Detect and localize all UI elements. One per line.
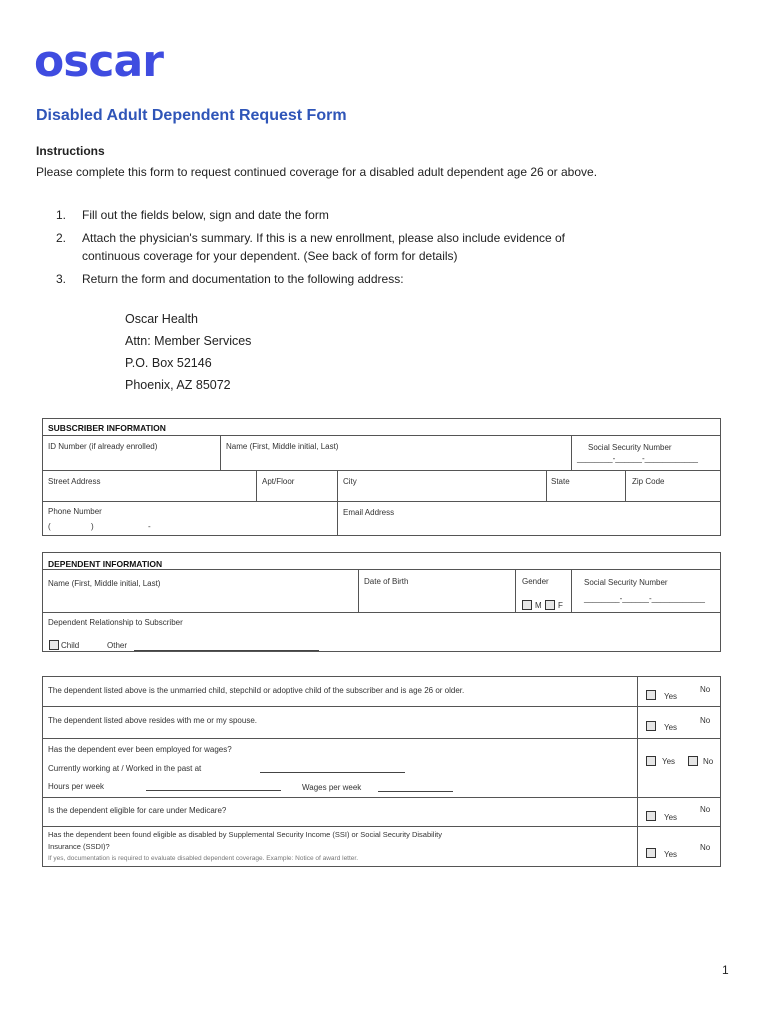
employer-input[interactable] — [260, 772, 405, 773]
q3-yes-label: Yes — [662, 757, 676, 766]
divider — [515, 569, 516, 612]
oscar-logo: oscar — [34, 36, 163, 87]
divider — [42, 706, 721, 707]
other-label: Other — [107, 641, 128, 650]
wages-input[interactable] — [378, 791, 453, 792]
other-input[interactable] — [134, 650, 319, 651]
currently-working-label: Currently working at / Worked in the past at — [48, 764, 202, 773]
divider — [42, 612, 721, 613]
subscriber-city-field[interactable]: City — [343, 477, 357, 486]
phone-mask-close[interactable]: ) — [91, 522, 94, 531]
address-line: Phoenix, AZ 85072 — [125, 378, 231, 392]
ssi-documentation-note: If yes, documentation is required to evaluate disabled dependent coverage. Example: Notice of award letter. — [48, 855, 359, 862]
q5-no-label: No — [700, 843, 711, 852]
divider — [571, 569, 572, 612]
address-line: Attn: Member Services — [125, 334, 252, 348]
subscriber-ssn-label: Social Security Number — [588, 443, 672, 452]
gender-m-checkbox[interactable] — [522, 600, 532, 610]
step-item — [56, 206, 596, 224]
phone-mask-open[interactable]: ( — [48, 522, 51, 531]
dependent-section-title: DEPENDENT INFORMATION — [48, 559, 163, 569]
dependent-ssn-field[interactable]: ________-______-____________ — [584, 594, 706, 603]
child-checkbox[interactable] — [49, 640, 59, 650]
dependent-gender-label: Gender — [522, 577, 549, 586]
q5-yes-checkbox[interactable] — [646, 848, 656, 858]
hours-per-week-label: Hours per week — [48, 782, 105, 791]
divider — [625, 470, 626, 501]
step-item — [56, 229, 596, 265]
q4-no-label: No — [700, 805, 711, 814]
dependent-name-field[interactable]: Name (First, Middle initial, Last) — [48, 579, 161, 588]
divider — [256, 470, 257, 501]
divider — [42, 435, 721, 436]
step-text: Attach the physician's summary. If this is a new enrollment, please also include evidence of continuous coverage for your dependent. (See back of form for details) — [82, 231, 565, 263]
q3-no-checkbox[interactable] — [688, 756, 698, 766]
step-item — [56, 270, 596, 288]
step-number: 1. — [56, 208, 67, 222]
instructions-heading: Instructions — [36, 144, 105, 158]
dependent-ssn-label: Social Security Number — [584, 578, 668, 587]
q2-yes-label: Yes — [664, 723, 678, 732]
q2-no-label: No — [700, 716, 711, 725]
subscriber-email-field[interactable]: Email Address — [343, 508, 395, 517]
mailing-address — [125, 308, 251, 396]
subscriber-apt-field[interactable]: Apt/Floor — [262, 477, 295, 486]
q2-yes-checkbox[interactable] — [646, 721, 656, 731]
hours-input[interactable] — [146, 790, 281, 791]
form-title: Disabled Adult Dependent Request Form — [36, 107, 347, 124]
gender-f-label: F — [558, 601, 563, 610]
q1-yes-label: Yes — [664, 692, 678, 701]
subscriber-phone-label: Phone Number — [48, 507, 102, 516]
address-line: Oscar Health — [125, 312, 198, 326]
divider — [42, 797, 721, 798]
step-number: 2. — [56, 231, 67, 245]
question-ssi-ssdi: Has the dependent been found eligible as disabled by Supplemental Security Income (SSI) or Social Security Disability — [48, 830, 442, 839]
question-medicare: Is the dependent eligible for care under Medicare? — [48, 806, 227, 815]
question-resides-with: The dependent listed above resides with me or my spouse. — [48, 716, 258, 725]
divider — [637, 676, 638, 867]
phone-mask-dash[interactable]: - — [148, 522, 151, 531]
divider — [571, 435, 572, 470]
instruction-steps — [56, 206, 596, 293]
divider — [42, 470, 721, 471]
divider — [546, 470, 547, 501]
page-number: 1 — [722, 963, 729, 977]
divider — [358, 569, 359, 612]
question-ssi-ssdi-cont: Insurance (SSDI)? — [48, 842, 110, 851]
divider — [337, 470, 338, 536]
address-line: P.O. Box 52146 — [125, 356, 212, 370]
divider — [42, 501, 721, 502]
divider — [42, 826, 721, 827]
subscriber-id-field[interactable]: ID Number (if already enrolled) — [48, 442, 158, 451]
q4-yes-label: Yes — [664, 813, 678, 822]
q1-yes-checkbox[interactable] — [646, 690, 656, 700]
instructions-text: Please complete this form to request continued coverage for a disabled adult dependent age 26 or above. — [36, 165, 598, 179]
wages-per-week-label: Wages per week — [302, 783, 362, 792]
subscriber-ssn-field[interactable]: ________-______-____________ — [577, 454, 699, 463]
subscriber-street-field[interactable]: Street Address — [48, 477, 101, 486]
subscriber-state-field[interactable]: State — [551, 477, 570, 486]
q4-yes-checkbox[interactable] — [646, 811, 656, 821]
gender-f-checkbox[interactable] — [545, 600, 555, 610]
q1-no-label: No — [700, 685, 711, 694]
step-text: Fill out the fields below, sign and date the form — [82, 208, 329, 222]
q5-yes-label: Yes — [664, 850, 678, 859]
step-text: Return the form and documentation to the following address: — [82, 272, 404, 286]
question-employed: Has the dependent ever been employed for wages? — [48, 745, 232, 754]
gender-m-label: M — [535, 601, 542, 610]
q3-no-label: No — [703, 757, 714, 766]
question-unmarried-child: The dependent listed above is the unmarried child, stepchild or adoptive child of the subscriber and is age 26 or older. — [48, 686, 465, 695]
divider — [220, 435, 221, 470]
divider — [42, 738, 721, 739]
subscriber-zip-field[interactable]: Zip Code — [632, 477, 665, 486]
dependent-dob-field[interactable]: Date of Birth — [364, 577, 409, 586]
q3-yes-checkbox[interactable] — [646, 756, 656, 766]
subscriber-name-field[interactable]: Name (First, Middle initial, Last) — [226, 442, 339, 451]
relationship-label: Dependent Relationship to Subscriber — [48, 618, 183, 627]
step-number: 3. — [56, 272, 67, 286]
subscriber-section-title: SUBSCRIBER INFORMATION — [48, 423, 166, 433]
child-label: Child — [61, 641, 80, 650]
divider — [42, 569, 721, 570]
